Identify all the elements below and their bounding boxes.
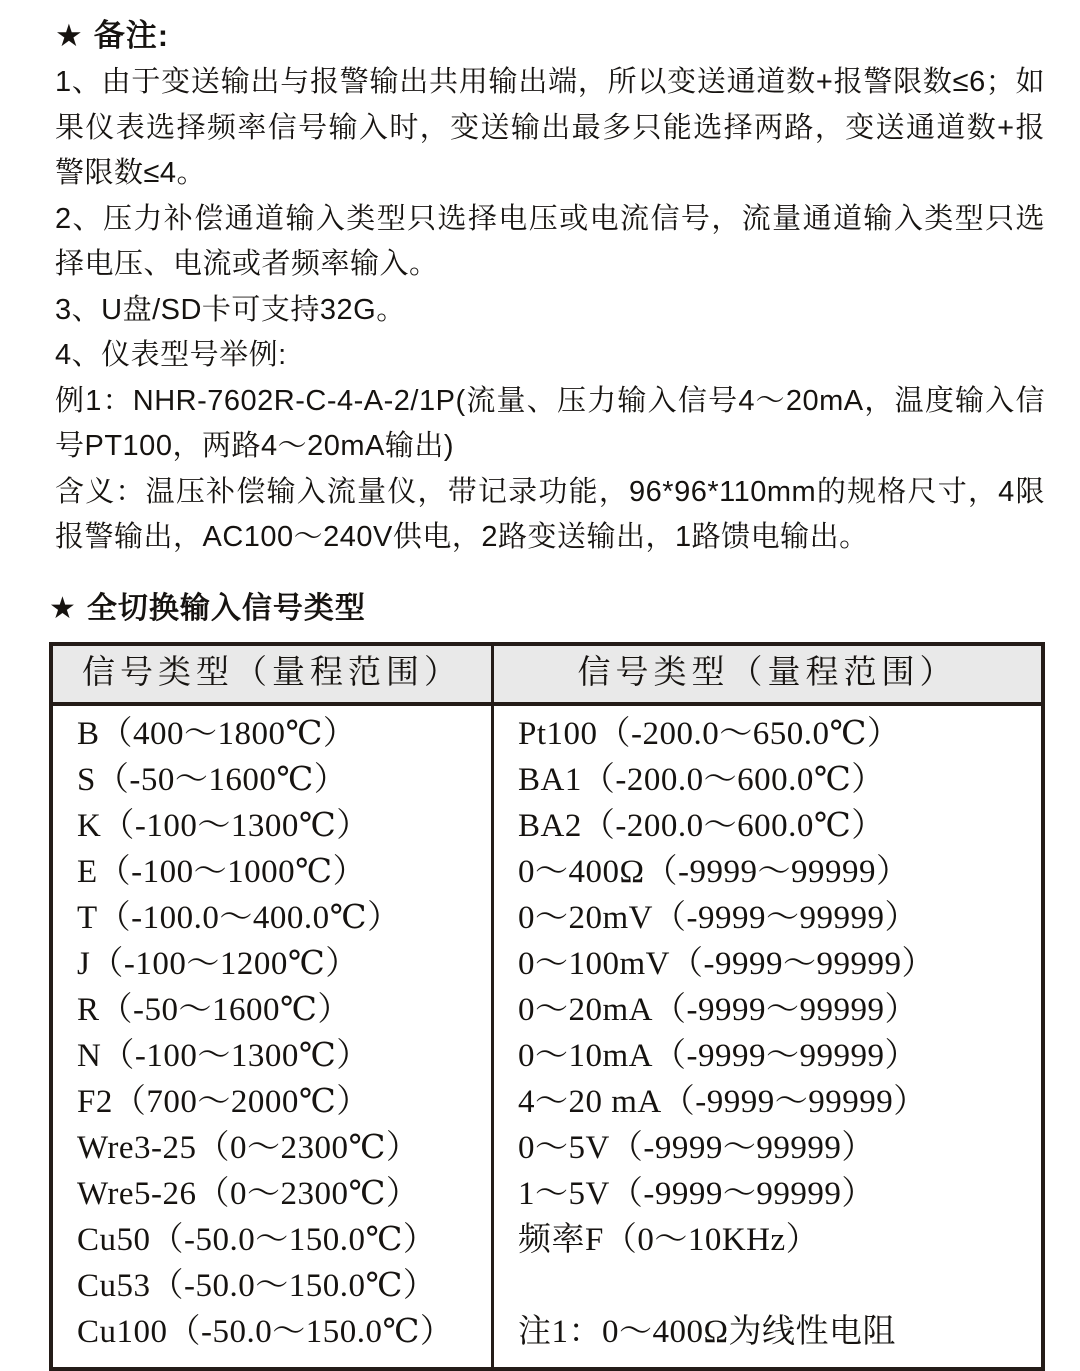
table-cell: B（400～1800℃） [77,715,357,752]
table-header-left: 信号类型（量程范围） [53,646,494,702]
table-cell: 0～20mV（-9999～99999） [518,899,918,936]
table-cell: Pt100（-200.0～650.0℃） [518,715,901,752]
table-cell: T（-100.0～400.0℃） [77,899,401,936]
table-cell: 0～400Ω（-9999～99999） [518,853,910,890]
table-cell: BA2（-200.0～600.0℃） [518,807,885,844]
table-cell: Cu50（-50.0～150.0℃） [77,1221,437,1258]
remark-note-2: 2、压力补偿通道输入类型只选择电压或电流信号，流量通道输入类型只选择电压、电流或者频率输入。 [55,202,1045,280]
table-cell: J（-100～1200℃） [77,945,359,982]
table-header-row [53,646,1041,706]
remarks-heading [55,12,1045,60]
table-cell: 4～20 mA（-9999～99999） [518,1083,927,1120]
remark-note-4: 4、仪表型号举例: [55,339,287,371]
signal-section-heading-label: 全切换输入信号类型 [86,591,366,625]
table-cell: 0～100mV（-9999～99999） [518,945,935,982]
table-body [53,706,1041,1367]
remark-note-example: 例1：NHR-7602R-C-4-A-2/1P(流量、压力输入信号4～20mA，温度输入信号PT100，两路4～20mA输出) [55,384,1045,462]
table-cell: R（-50～1600℃） [77,991,351,1028]
table-cell-empty [518,1263,1035,1309]
star-icon: ★ [55,18,84,53]
table-cell: Cu100（-50.0～150.0℃） [77,1313,454,1350]
table-cell: Cu53（-50.0～150.0℃） [77,1267,437,1304]
table-header-right: 信号类型（量程范围） [577,654,958,691]
remarks-heading-label: 备注: [93,18,170,53]
remark-note-meaning: 含义：温压补偿输入流量仪，带记录功能，96*96*110mm的规格尺寸，4限报警输出，AC100～240V供电，2路变送输出，1路馈电输出。 [55,475,1045,553]
table-cell: 0～20mA（-9999～99999） [518,991,918,1028]
table-column-left [53,706,494,1367]
signal-section-heading [49,587,1045,631]
signal-type-table [49,642,1045,1371]
table-cell: 0～5V（-9999～99999） [518,1129,875,1166]
table-cell: E（-100～1000℃） [77,853,367,890]
table-cell: K（-100～1300℃） [77,807,370,844]
remark-note-3: 3、U盘/SD卡可支持32G。 [55,293,406,326]
table-note-cell: 注1：0～400Ω为线性电阻 [518,1313,897,1350]
table-column-right [494,706,1041,1367]
table-cell: F2（700～2000℃） [77,1083,370,1120]
table-cell: Wre5-26（0～2300℃） [77,1175,420,1212]
table-cell: BA1（-200.0～600.0℃） [518,761,885,798]
table-cell: S（-50～1600℃） [77,761,348,798]
table-cell: N（-100～1300℃） [77,1037,370,1074]
table-cell: 频率F（0～10KHz） [518,1221,820,1258]
remark-note-1: 1、由于变送输出与报警输出共用输出端，所以变送通道数+报警限数≤6；如果仪表选择频率信号输入时，变送输出最多只能选择两路，变送通道数+报警限数≤4。 [55,66,1045,189]
table-cell: 0～10mA（-9999～99999） [518,1037,918,1074]
star-icon: ★ [49,591,77,625]
document-page [49,12,1045,1371]
table-cell: Wre3-25（0～2300℃） [77,1129,420,1166]
table-cell: 1～5V（-9999～99999） [518,1175,875,1212]
